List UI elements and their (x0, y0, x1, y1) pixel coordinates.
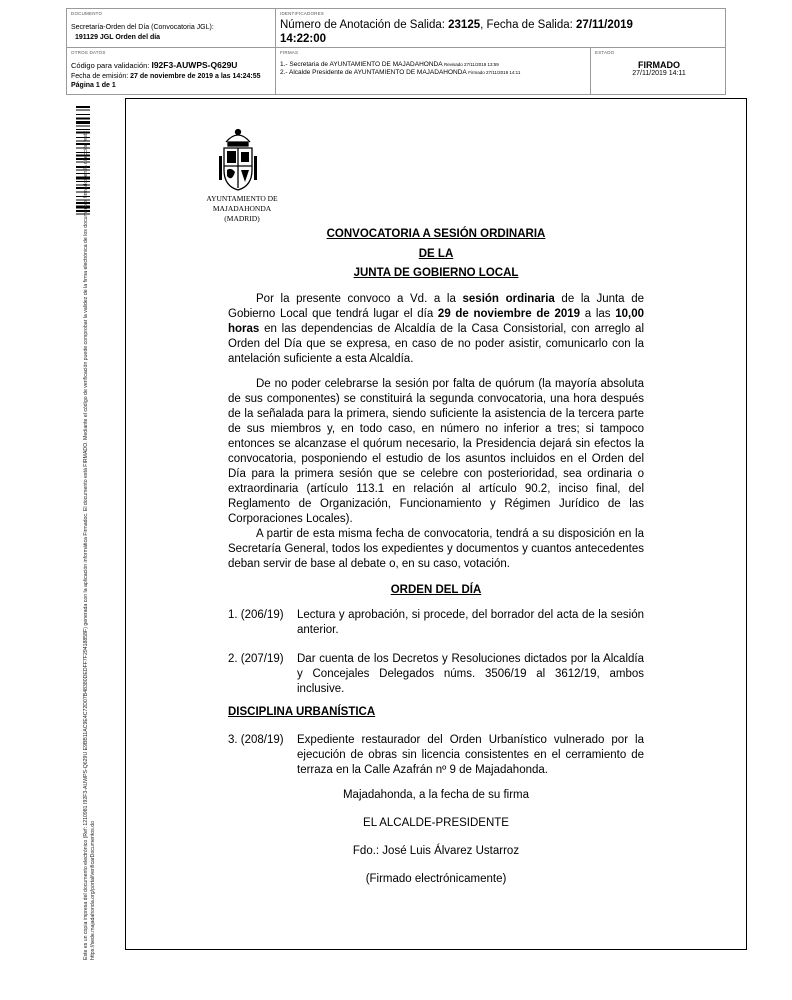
title-line2: DE LA (418, 248, 454, 260)
documento-line2: 191129 JGL Orden del día (75, 34, 161, 41)
header-documento (66, 8, 276, 48)
ayuntamiento-line3: (MADRID) (224, 214, 260, 223)
firmas-caption: FIRMAS (280, 50, 299, 55)
ayuntamiento-label (187, 194, 297, 224)
title-line3: JUNTA DE GOBIERNO LOCAL (353, 267, 519, 279)
closing-name: Fdo.: José Luis Álvarez Ustarroz (352, 845, 520, 857)
paragraph-disposicion: A partir de esta misma fecha de convocatoria, tendrá a su disposición en la Secretaría General, todos los expedientes y documentos y cuantos antecedentes deban servir de base al debate o, en su caso, votación. (228, 528, 644, 570)
fecha-value: 27 de noviembre de 2019 a las 14:24:55 (130, 73, 261, 80)
item-number: 3. (208/19) (228, 734, 284, 746)
closing-note: (Firmado electrónicamente) (365, 873, 507, 885)
header-firmas (275, 47, 591, 95)
pagina: Página 1 de 1 (71, 82, 116, 89)
item-number: 2. (207/19) (228, 653, 284, 665)
firma2-meta: Firmado 27/11/2019 14:11 (468, 70, 521, 75)
salida-time: 14:22:00 (280, 33, 327, 45)
identificadores-prefix: Número de Anotación de Salida: (280, 19, 449, 31)
firma1: 1.- Secretaria de AYUNTAMIENTO DE MAJADAHONDA (280, 61, 443, 68)
paragraph-convocatoria: Por la presente convoco a Vd. a la sesión ordinaria de la Junta de Gobierno Local que tendrá lugar el día 29 de noviembre de 2019 a las 10,00 horas en las dependencias de Alcaldía de la Casa Consistorial, con arreglo al Orden del Día que se expresa, en caso de no poder asistir, comunicarlo con la antelación suficiente a esta Alcaldía. (228, 293, 644, 365)
identificadores-caption: IDENTIFICADORES (280, 11, 325, 16)
title-line1: CONVOCATORIA A SESIÓN ORDINARIA (326, 228, 546, 240)
item-text: Lectura y aprobación, si procede, del borrador del acta de la sesión anterior. (297, 609, 644, 636)
codigo-value: I92F3-AUWPS-Q629U (151, 60, 238, 70)
side-verification-note: Este es un copia impresa del documento electrónico (Ref: 1210981 I92F3-AUWPS-Q629U E9BB11AC9E4C72D07B48380DEDFF7F29418858F) generada con la aplicación informática Firmadoc. El documento está FIRMADO. Mediante el código de verificación puede comprobar la validez de la firma electrónica de los documentos firmados en la dirección web: https://sede.majadahonda.org/portal/verificarDocumentos.do (83, 130, 96, 960)
closing-role: EL ALCALDE-PRESIDENTE (363, 817, 509, 829)
item-text: Expediente restaurador del Orden Urbanístico vulnerado por la ejecución de obras sin licencia consistentes en el cerramiento de terraza en la Calle Azafrán nº 9 de Majadahonda. (297, 734, 644, 776)
documento-line1: Secretaría-Orden del Día (Convocatoria JGL): (71, 24, 214, 31)
closing-place: Majadahonda, a la fecha de su firma (342, 789, 530, 801)
estado-value: FIRMADO (638, 60, 680, 70)
ayuntamiento-line1: AYUNTAMIENTO DE (206, 194, 278, 203)
otros-caption: OTROS DATOS (71, 50, 106, 55)
item-text: Dar cuenta de los Decretos y Resoluciones dictados por la Alcaldía y Concejales Delegados núms. 3506/19 al 3612/19, ambos inclusive. (297, 653, 644, 695)
coat-of-arms-logo (214, 126, 262, 194)
firma2: 2.- Alcalde Presidente de AYUNTAMIENTO DE MAJADAHONDA (280, 69, 467, 76)
codigo-label: Código para validación: (71, 61, 152, 70)
header-estado (590, 47, 726, 95)
firma1-meta: Revisado 27/11/2019 13:59 (444, 62, 499, 67)
documento-caption: DOCUMENTO (71, 11, 103, 16)
estado-caption: ESTADO (595, 50, 615, 55)
item-number: 1. (206/19) (228, 609, 284, 621)
salida-number: 23125 (448, 19, 481, 31)
salida-date: 27/11/2019 (576, 19, 633, 31)
estado-date: 27/11/2019 14:11 (632, 70, 686, 77)
ayuntamiento-line2: MAJADAHONDA (212, 204, 272, 213)
paragraph-quorum: De no poder celebrarse la sesión por falta de quórum (la mayoría absoluta de sus componentes) se constituirá la segunda convocatoria, una hora después de la señalada para la primera, siendo suficiente la asistencia de la tercera parte de sus miembros y, en todo caso, en número no inferior a tres; si tampoco entonces se alcanzase el quórum necesario, la Presidencia dejará sin efectos la convocatoria, posponiendo el estudio de los asuntos incluidos en el Orden del Día para la primera sesión que se celebre con posterioridad, sea ordinaria o extraordinaria (artículo 113.1 en relación al artículo 90.2, inciso final, del Reglamento de Organización, Funcionamiento y Régimen Jurídico de las Corporaciones Locales). (228, 378, 644, 525)
identificadores-mid: , Fecha de Salida: (480, 19, 577, 31)
section-title: DISCIPLINA URBANÍSTICA (228, 706, 376, 718)
header-identificadores (275, 8, 726, 48)
header-otros-datos (66, 47, 276, 95)
fecha-label: Fecha de emisión: (71, 73, 131, 80)
orden-del-dia-title: ORDEN DEL DÍA (390, 584, 482, 596)
